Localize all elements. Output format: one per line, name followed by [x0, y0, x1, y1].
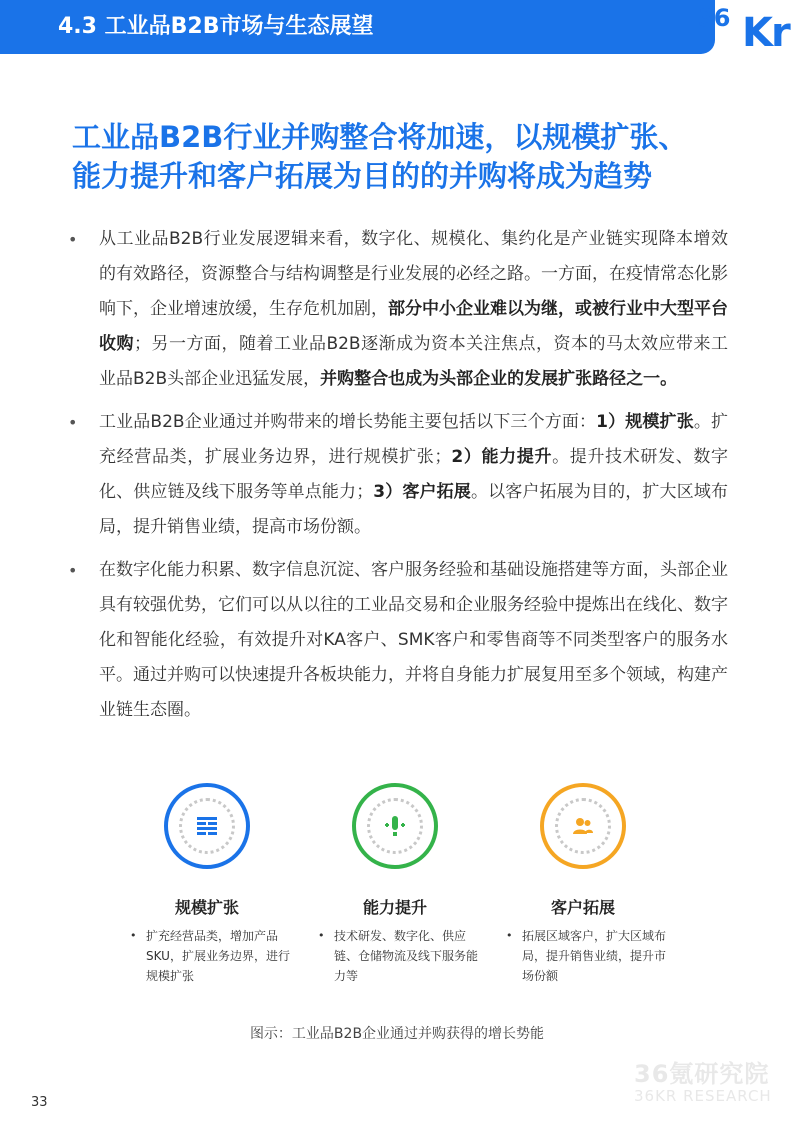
panel-bullet: • — [130, 929, 137, 942]
capability-icon — [383, 814, 407, 838]
panel-bullet: • — [318, 929, 325, 942]
bullet-text: 从工业品B2B行业发展逻辑来看，数字化、规模化、集约化是产业链实现降本增效的有效路径，资源整合与结构调整是行业发展的必经之路。一方面，在疫情常态化影响下，企业增速放缓，生存危机加剧， — [99, 229, 728, 319]
bullet-emphasis: 1）规模扩张 — [596, 412, 694, 432]
panel-text-content: 扩充经营品类，增加产品SKU，扩展业务边界，进行规模扩张 — [146, 929, 290, 983]
logo-36kr — [698, 2, 794, 54]
panel-text-content: 技术研发、数字化、供应链、仓储物流及线下服务能力等 — [334, 929, 479, 983]
bullet-text: 在数字化能力积累、数字信息沉淀、客户服务经验和基础设施搭建等方面，头部企业具有较强优势，它们可以从以往的工业品交易和企业服务经验中提炼出在线化、数字化和智能化经验，有效提升对KA客户、SMK客户和零售商等不同类型客户的服务水平。通过并购可以快速提升各板块能力，并将自身能力扩展复用至多个领域，构建产业链生态圈。 — [99, 560, 728, 720]
bullet-emphasis: 2）能力提升 — [451, 447, 553, 467]
bullet-dot: • — [68, 230, 78, 249]
figure-caption: 图示：工业品B2B企业通过并购获得的增长势能 — [249, 1026, 545, 1042]
bullet-text: 。以客户拓展为目的，扩大区域布局，提升销售业绩，提高市场份额。 — [99, 482, 728, 537]
logo-number: 36 — [698, 4, 730, 32]
header-bar — [0, 0, 715, 54]
bullet-emphasis: 并购整合也成为头部企业的发展扩张路径之一。 — [320, 369, 678, 389]
page-number: 33 — [31, 1095, 48, 1110]
bullet-list — [68, 222, 728, 736]
building-icon — [195, 814, 219, 838]
ring-blue — [164, 783, 250, 869]
ring-green — [352, 783, 438, 869]
panel-title: 规模扩张 — [174, 898, 239, 917]
title-line-2: 能力提升和客户拓展为目的的并购将成为趋势 — [72, 159, 653, 193]
bullet-text: 。提升技术研发、数字化、供应链及线下服务等单点能力； — [99, 447, 729, 502]
bullet-dot: • — [68, 413, 78, 432]
bullet-item — [68, 553, 728, 728]
panel-title: 能力提升 — [362, 898, 427, 917]
bullet-text: 工业品B2B企业通过并购带来的增长势能主要包括以下三个方面： — [99, 412, 597, 432]
bullet-emphasis: 部分中小企业难以为继，或被行业中大型平台收购 — [99, 299, 728, 354]
bullet-item — [68, 405, 728, 545]
panel-title: 客户拓展 — [550, 898, 615, 917]
panel-text — [506, 926, 676, 986]
watermark-cn: 36氪研究院 — [634, 1060, 770, 1088]
bullet-dot: • — [68, 561, 78, 580]
panel-text — [130, 926, 300, 986]
watermark-en: 36KR RESEARCH — [634, 1087, 772, 1105]
logo-letters: Kr — [742, 10, 789, 56]
section-title: 4.3 工业品B2B市场与生态展望 — [58, 14, 374, 39]
panel-bullet: • — [506, 929, 513, 942]
bullet-text: 。扩充经营品类，扩展业务边界，进行规模扩张； — [99, 412, 729, 467]
page-title — [72, 118, 742, 196]
panel-text — [318, 926, 488, 986]
ring-orange — [540, 783, 626, 869]
title-line-1: 工业品B2B行业并购整合将加速，以规模扩张、 — [72, 120, 688, 154]
bullet-emphasis: 3）客户拓展 — [373, 482, 471, 502]
bullet-item — [68, 222, 728, 397]
customers-icon — [571, 814, 595, 838]
panel-text-content: 拓展区域客户，扩大区域布局，提升销售业绩，提升市场份额 — [522, 929, 667, 983]
bullet-text: ；另一方面，随着工业品B2B逐渐成为资本关注焦点，资本的马太效应带来工业品B2B头部企业迅猛发展， — [99, 334, 729, 389]
